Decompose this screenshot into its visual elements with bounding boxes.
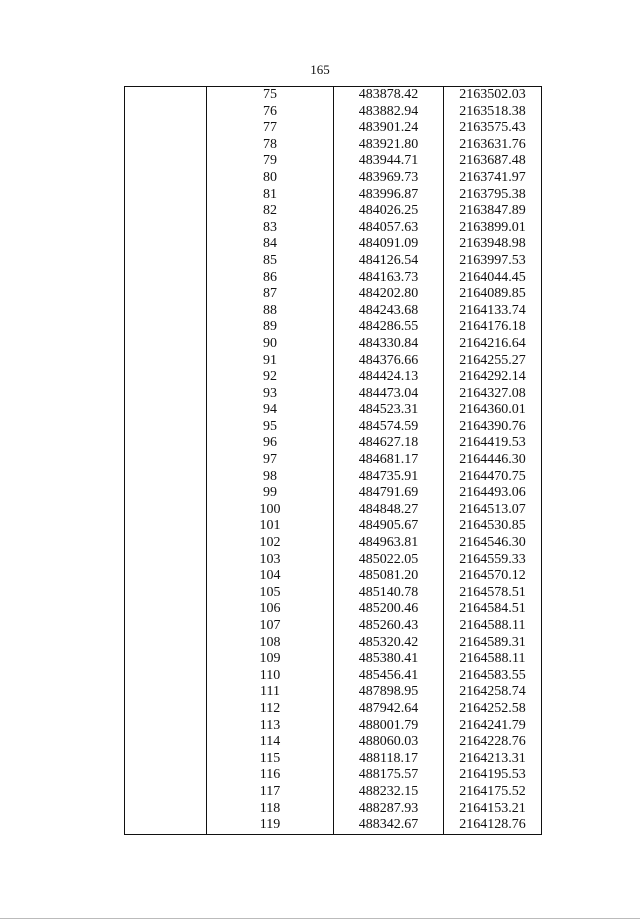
blank-cell <box>125 104 207 121</box>
blank-cell <box>125 153 207 170</box>
point-number-cell: 78 <box>207 137 334 154</box>
x-coordinate-cell: 484057.63 <box>334 220 444 237</box>
point-number-cell: 96 <box>207 435 334 452</box>
point-number-cell: 83 <box>207 220 334 237</box>
x-coordinate-cell: 488060.03 <box>334 734 444 751</box>
table-row <box>125 718 542 735</box>
y-coordinate-cell: 2164327.08 <box>444 386 542 403</box>
x-coordinate-cell: 484523.31 <box>334 402 444 419</box>
point-number-cell: 116 <box>207 767 334 784</box>
point-number-cell: 97 <box>207 452 334 469</box>
point-number-cell: 91 <box>207 353 334 370</box>
blank-cell <box>125 734 207 751</box>
x-coordinate-cell: 485456.41 <box>334 668 444 685</box>
point-number-cell: 92 <box>207 369 334 386</box>
x-coordinate-cell: 484126.54 <box>334 253 444 270</box>
blank-cell <box>125 817 207 834</box>
table-row <box>125 751 542 768</box>
point-number-cell: 103 <box>207 552 334 569</box>
blank-cell <box>125 502 207 519</box>
point-number-cell: 100 <box>207 502 334 519</box>
y-coordinate-cell: 2164546.30 <box>444 535 542 552</box>
blank-cell <box>125 767 207 784</box>
point-number-cell: 105 <box>207 585 334 602</box>
point-number-cell: 111 <box>207 684 334 701</box>
x-coordinate-cell: 484627.18 <box>334 435 444 452</box>
point-number-cell: 76 <box>207 104 334 121</box>
point-number-cell: 80 <box>207 170 334 187</box>
coordinates-table-body <box>125 87 542 835</box>
table-row <box>125 336 542 353</box>
point-number-cell: 82 <box>207 203 334 220</box>
y-coordinate-cell: 2164390.76 <box>444 419 542 436</box>
blank-cell <box>125 319 207 336</box>
blank-cell <box>125 518 207 535</box>
x-coordinate-cell: 485081.20 <box>334 568 444 585</box>
y-coordinate-cell: 2163997.53 <box>444 253 542 270</box>
table-row <box>125 452 542 469</box>
y-coordinate-cell: 2163687.48 <box>444 153 542 170</box>
y-coordinate-cell: 2164588.11 <box>444 618 542 635</box>
x-coordinate-cell: 484473.04 <box>334 386 444 403</box>
blank-cell <box>125 170 207 187</box>
x-coordinate-cell: 484376.66 <box>334 353 444 370</box>
y-coordinate-cell: 2164292.14 <box>444 369 542 386</box>
point-number-cell: 119 <box>207 817 334 834</box>
point-number-cell: 101 <box>207 518 334 535</box>
y-coordinate-cell: 2164493.06 <box>444 485 542 502</box>
blank-cell <box>125 369 207 386</box>
y-coordinate-cell: 2164360.01 <box>444 402 542 419</box>
x-coordinate-cell: 483969.73 <box>334 170 444 187</box>
table-row <box>125 270 542 287</box>
y-coordinate-cell: 2164570.12 <box>444 568 542 585</box>
blank-cell <box>125 286 207 303</box>
table-row <box>125 203 542 220</box>
blank-cell <box>125 236 207 253</box>
table-row <box>125 651 542 668</box>
table-row <box>125 303 542 320</box>
blank-cell <box>125 120 207 137</box>
y-coordinate-cell: 2164241.79 <box>444 718 542 735</box>
point-number-cell: 110 <box>207 668 334 685</box>
table-row <box>125 568 542 585</box>
point-number-cell: 88 <box>207 303 334 320</box>
point-number-cell: 93 <box>207 386 334 403</box>
point-number-cell: 89 <box>207 319 334 336</box>
y-coordinate-cell: 2164128.76 <box>444 817 542 834</box>
x-coordinate-cell: 485022.05 <box>334 552 444 569</box>
table-row <box>125 386 542 403</box>
table-row <box>125 701 542 718</box>
table-row <box>125 668 542 685</box>
blank-cell <box>125 668 207 685</box>
x-coordinate-cell: 484026.25 <box>334 203 444 220</box>
table-row <box>125 87 542 104</box>
x-coordinate-cell: 484791.69 <box>334 485 444 502</box>
y-coordinate-cell: 2164213.31 <box>444 751 542 768</box>
table-row <box>125 369 542 386</box>
blank-cell <box>125 784 207 801</box>
y-coordinate-cell: 2163631.76 <box>444 137 542 154</box>
y-coordinate-cell: 2164588.11 <box>444 651 542 668</box>
table-row <box>125 435 542 452</box>
blank-cell <box>125 568 207 585</box>
point-number-cell: 104 <box>207 568 334 585</box>
y-coordinate-cell: 2164228.76 <box>444 734 542 751</box>
x-coordinate-cell: 488342.67 <box>334 817 444 834</box>
table-row <box>125 319 542 336</box>
x-coordinate-cell: 485380.41 <box>334 651 444 668</box>
y-coordinate-cell: 2164513.07 <box>444 502 542 519</box>
blank-cell <box>125 303 207 320</box>
y-coordinate-cell: 2163741.97 <box>444 170 542 187</box>
blank-cell <box>125 452 207 469</box>
blank-cell <box>125 469 207 486</box>
table-row <box>125 236 542 253</box>
x-coordinate-cell: 484574.59 <box>334 419 444 436</box>
blank-cell <box>125 552 207 569</box>
point-number-cell: 95 <box>207 419 334 436</box>
point-number-cell: 79 <box>207 153 334 170</box>
y-coordinate-cell: 2163899.01 <box>444 220 542 237</box>
x-coordinate-cell: 484202.80 <box>334 286 444 303</box>
blank-cell <box>125 87 207 104</box>
blank-cell <box>125 270 207 287</box>
table-row <box>125 286 542 303</box>
blank-cell <box>125 435 207 452</box>
point-number-cell: 117 <box>207 784 334 801</box>
blank-cell <box>125 253 207 270</box>
table-row <box>125 353 542 370</box>
x-coordinate-cell: 484330.84 <box>334 336 444 353</box>
blank-cell <box>125 651 207 668</box>
point-number-cell: 90 <box>207 336 334 353</box>
x-coordinate-cell: 484286.55 <box>334 319 444 336</box>
blank-cell <box>125 386 207 403</box>
point-number-cell: 99 <box>207 485 334 502</box>
page-number: 165 <box>310 62 330 77</box>
point-number-cell: 112 <box>207 701 334 718</box>
x-coordinate-cell: 485140.78 <box>334 585 444 602</box>
x-coordinate-cell: 484905.67 <box>334 518 444 535</box>
y-coordinate-cell: 2163502.03 <box>444 87 542 104</box>
table-row <box>125 817 542 834</box>
blank-cell <box>125 336 207 353</box>
x-coordinate-cell: 488118.17 <box>334 751 444 768</box>
blank-cell <box>125 402 207 419</box>
table-row <box>125 419 542 436</box>
table-row <box>125 552 542 569</box>
y-coordinate-cell: 2163847.89 <box>444 203 542 220</box>
table-row <box>125 784 542 801</box>
blank-cell <box>125 801 207 818</box>
table-row <box>125 153 542 170</box>
x-coordinate-cell: 483901.24 <box>334 120 444 137</box>
point-number-cell: 85 <box>207 253 334 270</box>
x-coordinate-cell: 488175.57 <box>334 767 444 784</box>
page-bottom-edge <box>0 918 640 919</box>
x-coordinate-cell: 484735.91 <box>334 469 444 486</box>
coordinates-table <box>124 86 542 835</box>
y-coordinate-cell: 2164584.51 <box>444 601 542 618</box>
blank-cell <box>125 701 207 718</box>
x-coordinate-cell: 488287.93 <box>334 801 444 818</box>
table-row <box>125 684 542 701</box>
y-coordinate-cell: 2164446.30 <box>444 452 542 469</box>
y-coordinate-cell: 2164176.18 <box>444 319 542 336</box>
table-row <box>125 120 542 137</box>
point-number-cell: 75 <box>207 87 334 104</box>
y-coordinate-cell: 2163948.98 <box>444 236 542 253</box>
table-row <box>125 170 542 187</box>
blank-cell <box>125 585 207 602</box>
table-row <box>125 767 542 784</box>
x-coordinate-cell: 483921.80 <box>334 137 444 154</box>
table-row <box>125 585 542 602</box>
x-coordinate-cell: 488232.15 <box>334 784 444 801</box>
table-row <box>125 801 542 818</box>
x-coordinate-cell: 485260.43 <box>334 618 444 635</box>
blank-cell <box>125 684 207 701</box>
blank-cell <box>125 618 207 635</box>
x-coordinate-cell: 485200.46 <box>334 601 444 618</box>
point-number-cell: 81 <box>207 187 334 204</box>
y-coordinate-cell: 2164153.21 <box>444 801 542 818</box>
x-coordinate-cell: 484681.17 <box>334 452 444 469</box>
point-number-cell: 77 <box>207 120 334 137</box>
blank-cell <box>125 635 207 652</box>
y-coordinate-cell: 2164133.74 <box>444 303 542 320</box>
y-coordinate-cell: 2163795.38 <box>444 187 542 204</box>
y-coordinate-cell: 2163575.43 <box>444 120 542 137</box>
blank-cell <box>125 353 207 370</box>
point-number-cell: 114 <box>207 734 334 751</box>
point-number-cell: 106 <box>207 601 334 618</box>
table-row <box>125 618 542 635</box>
y-coordinate-cell: 2163518.38 <box>444 104 542 121</box>
y-coordinate-cell: 2164252.58 <box>444 701 542 718</box>
point-number-cell: 87 <box>207 286 334 303</box>
y-coordinate-cell: 2164255.27 <box>444 353 542 370</box>
x-coordinate-cell: 483882.94 <box>334 104 444 121</box>
y-coordinate-cell: 2164044.45 <box>444 270 542 287</box>
point-number-cell: 113 <box>207 718 334 735</box>
x-coordinate-cell: 483878.42 <box>334 87 444 104</box>
point-number-cell: 118 <box>207 801 334 818</box>
x-coordinate-cell: 483944.71 <box>334 153 444 170</box>
y-coordinate-cell: 2164559.33 <box>444 552 542 569</box>
table-row <box>125 469 542 486</box>
point-number-cell: 108 <box>207 635 334 652</box>
x-coordinate-cell: 484424.13 <box>334 369 444 386</box>
table-row <box>125 502 542 519</box>
y-coordinate-cell: 2164470.75 <box>444 469 542 486</box>
table-row <box>125 518 542 535</box>
point-number-cell: 84 <box>207 236 334 253</box>
coordinates-table-container <box>124 86 541 839</box>
table-row <box>125 535 542 552</box>
blank-cell <box>125 137 207 154</box>
x-coordinate-cell: 484848.27 <box>334 502 444 519</box>
point-number-cell: 94 <box>207 402 334 419</box>
point-number-cell: 98 <box>207 469 334 486</box>
point-number-cell: 109 <box>207 651 334 668</box>
table-row <box>125 187 542 204</box>
point-number-cell: 86 <box>207 270 334 287</box>
blank-cell <box>125 419 207 436</box>
y-coordinate-cell: 2164258.74 <box>444 684 542 701</box>
table-row <box>125 220 542 237</box>
y-coordinate-cell: 2164530.85 <box>444 518 542 535</box>
x-coordinate-cell: 487898.95 <box>334 684 444 701</box>
table-row <box>125 601 542 618</box>
y-coordinate-cell: 2164583.55 <box>444 668 542 685</box>
blank-cell <box>125 601 207 618</box>
x-coordinate-cell: 484091.09 <box>334 236 444 253</box>
point-number-cell: 115 <box>207 751 334 768</box>
x-coordinate-cell: 484963.81 <box>334 535 444 552</box>
table-row <box>125 253 542 270</box>
blank-cell <box>125 187 207 204</box>
blank-cell <box>125 535 207 552</box>
blank-cell <box>125 203 207 220</box>
table-row <box>125 402 542 419</box>
table-row <box>125 485 542 502</box>
y-coordinate-cell: 2164419.53 <box>444 435 542 452</box>
y-coordinate-cell: 2164089.85 <box>444 286 542 303</box>
table-row <box>125 104 542 121</box>
y-coordinate-cell: 2164175.52 <box>444 784 542 801</box>
blank-cell <box>125 220 207 237</box>
table-row <box>125 137 542 154</box>
y-coordinate-cell: 2164195.53 <box>444 767 542 784</box>
y-coordinate-cell: 2164589.31 <box>444 635 542 652</box>
y-coordinate-cell: 2164578.51 <box>444 585 542 602</box>
x-coordinate-cell: 487942.64 <box>334 701 444 718</box>
table-row <box>125 734 542 751</box>
blank-cell <box>125 718 207 735</box>
y-coordinate-cell: 2164216.64 <box>444 336 542 353</box>
x-coordinate-cell: 485320.42 <box>334 635 444 652</box>
x-coordinate-cell: 488001.79 <box>334 718 444 735</box>
x-coordinate-cell: 484163.73 <box>334 270 444 287</box>
blank-cell <box>125 751 207 768</box>
table-row <box>125 635 542 652</box>
x-coordinate-cell: 484243.68 <box>334 303 444 320</box>
point-number-cell: 102 <box>207 535 334 552</box>
blank-cell <box>125 485 207 502</box>
point-number-cell: 107 <box>207 618 334 635</box>
x-coordinate-cell: 483996.87 <box>334 187 444 204</box>
